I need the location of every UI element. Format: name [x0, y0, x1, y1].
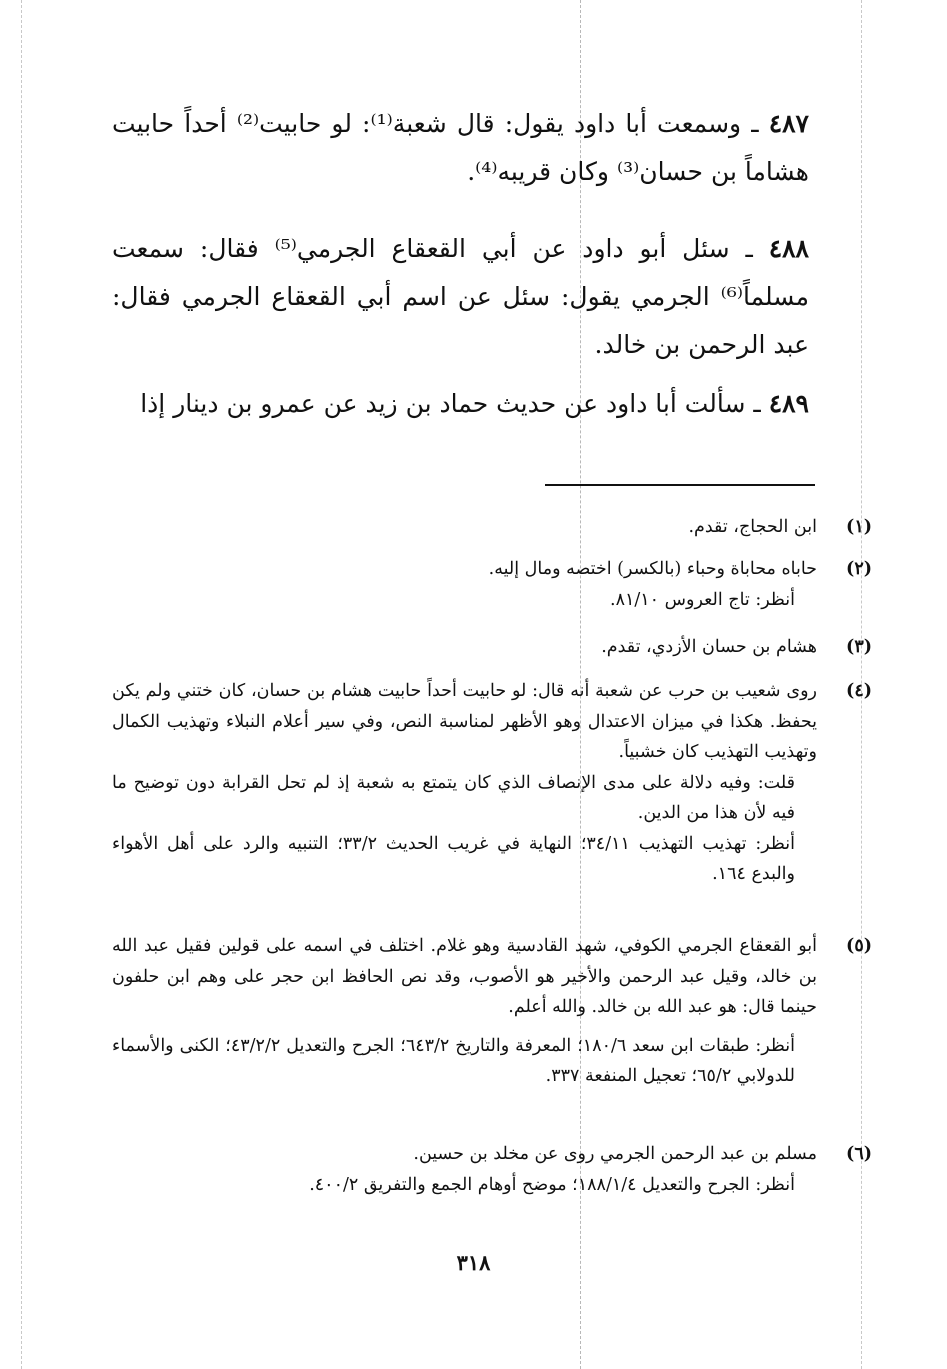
- footnote-reference: أنظر: تاج العروس ٨١/١٠.: [609, 589, 795, 610]
- footnote-line: ابن الحجاج، تقدم.: [688, 517, 817, 537]
- footnote-6: [112, 1139, 872, 1200]
- entry-489: [112, 380, 809, 428]
- footnote-reference: أنظر: طبقات ابن سعد ١٨٠/٦؛ المعرفة والتاريخ ٦٤٣/٢؛ الجرح والتعديل ٤٣/٢/٢؛ الكنى والأسماء للدولابي ٦٥/٢؛ تعجيل المنفعة ٣٣٧.: [112, 1035, 795, 1086]
- entry-number: ٤٨٧: [768, 109, 809, 138]
- entry-488: [112, 225, 809, 369]
- footnote-2: [112, 554, 872, 615]
- footnote-number: (٦): [846, 1144, 872, 1164]
- page-number: ٣١٨: [456, 1250, 491, 1275]
- entry-number: ٤٨٩: [768, 389, 809, 418]
- entry-text: ـ وسمعت أبا داود يقول: قال شعبة⁽¹⁾: لو حابيت⁽²⁾ أحداً حابيت هشاماً بن حسان⁽³⁾ وكان قريبه⁽⁴⁾.: [112, 109, 809, 186]
- footnote-5: [112, 931, 872, 1092]
- footnote-4: [112, 676, 872, 890]
- footnote-line: حاباه محاباة وحباء (بالكسر) اختصه ومال إليه.: [488, 559, 817, 579]
- entry-text: ـ سئل أبو داود عن أبي القعقاع الجرمي⁽⁵⁾ فقال: سمعت مسلماً⁽⁶⁾ الجرمي يقول: سئل عن اسم أبي القعقاع الجرمي فقال: عبد الرحمن بن خالد.: [112, 234, 809, 359]
- footnote-comment: قلت: وفيه دلالة على مدى الإنصاف الذي كان يتمتع به شعبة إذ لم تحل القرابة دون توضيح ما فيه لأن هذا من الدين.: [112, 772, 795, 823]
- entry-text: ـ سألت أبا داود عن حديث حماد بن زيد عن عمرو بن دينار إذا: [140, 389, 761, 418]
- footnote-number: (١): [846, 517, 872, 537]
- footnote-line: أبو القعقاع الجرمي الكوفي، شهد القادسية وهو غلام. اختلف في اسمه على قولين فقيل عبد الله بن خالد، وقيل عبد الرحمن والأخير هو الأصوب، وقد نص الحافظ ابن حجر على وهم ابن حلفون حينما قال: هو عبد الله بن خالد. والله أعلم.: [112, 936, 817, 1017]
- footnote-3: [112, 632, 872, 663]
- footnote-line: مسلم بن عبد الرحمن الجرمي روى عن مخلد بن حسين.: [413, 1144, 817, 1164]
- footnote-number: (٢): [846, 559, 872, 579]
- footnote-number: (٤): [846, 681, 872, 701]
- footnote-line: روى شعيب بن حرب عن شعبة أنه قال: لو حابيت أحداً حابيت هشام بن حسان، كان ختني ولم يكن يحفظ. هكذا في ميزان الاعتدال وهو الأظهر لمناسبة النص، وفي سير أعلام النبلاء وتهذيب الكمال وتهذيب التهذيب كان خشبياً.: [112, 681, 817, 762]
- footnote-1: [112, 512, 872, 543]
- footnote-separator: [545, 484, 815, 486]
- footnote-number: (٥): [846, 936, 872, 956]
- margin-guide-left: [21, 0, 22, 1369]
- entry-487: [112, 100, 809, 196]
- footnote-number: (٣): [846, 637, 872, 657]
- footnote-line: هشام بن حسان الأزدي، تقدم.: [601, 637, 817, 657]
- footnote-reference: أنظر: الجرح والتعديل ١٨٨/١/٤؛ موضح أوهام الجمع والتفريق ٤٠٠/٢.: [309, 1174, 795, 1195]
- footnote-reference: أنظر: تهذيب التهذيب ٣٤/١١؛ النهاية في غريب الحديث ٣٣/٢؛ التنبيه والرد على أهل الأهواء والبدع ١٦٤.: [112, 833, 796, 884]
- entry-number: ٤٨٨: [768, 234, 809, 263]
